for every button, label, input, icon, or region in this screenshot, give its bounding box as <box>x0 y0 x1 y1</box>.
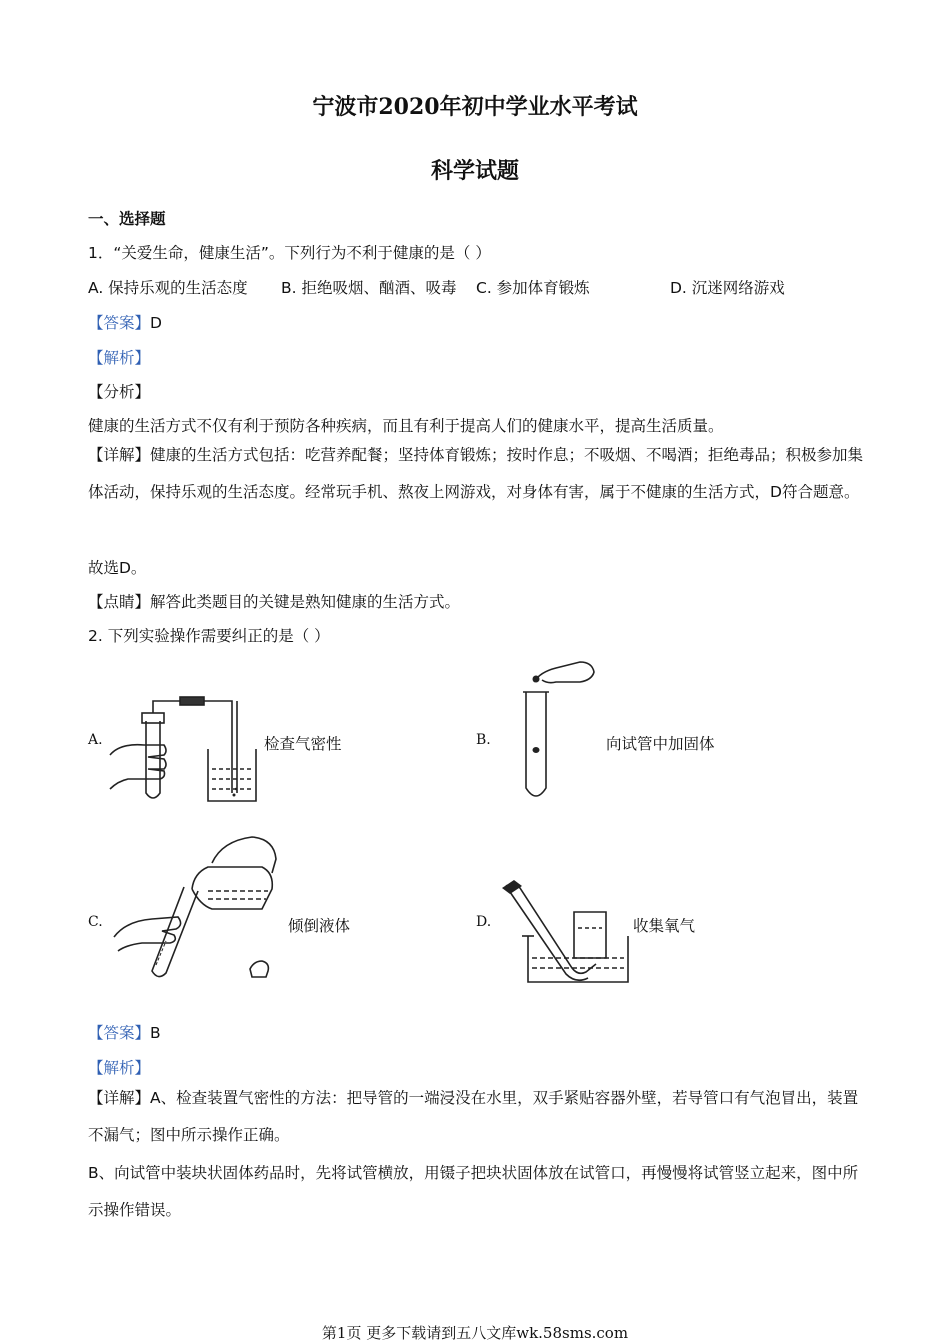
q2-detail-a: 【详解】A、检查装置气密性的方法：把导管的一端浸没在水里，双手紧贴容器外壁，若导管口有气泡冒出，装置不漏气；图中所示操作正确。 <box>88 1089 859 1144</box>
q1-answer-line <box>88 311 162 333</box>
q1-option-a: A. 保持乐观的生活态度 <box>88 279 248 297</box>
fig-c-letter: C. <box>88 914 103 930</box>
page-title: 宁波市2020年初中学业水平考试 <box>312 94 638 120</box>
fig-d-gas-collection-apparatus <box>500 878 630 988</box>
fig-a-caption: 检查气密性 <box>264 735 342 753</box>
fig-b-letter: B. <box>476 732 491 748</box>
fig-d-letter: D. <box>476 914 492 930</box>
page-footer: 第1页 更多下载请到五八文库wk.58sms.com <box>321 1324 629 1342</box>
q1-option-c: C. 参加体育锻炼 <box>476 279 590 297</box>
q2-answer-tag: 【答案】 <box>88 1024 151 1042</box>
fig-c-pouring-apparatus <box>112 833 282 983</box>
fig-b-test-tube-apparatus <box>520 658 600 803</box>
q1-fenxi-text: 健康的生活方式不仅有利于预防各种疾病，而且有利于提高人们的健康水平，提高生活质量。 <box>88 417 724 435</box>
fig-b-caption: 向试管中加固体 <box>606 735 715 753</box>
fig-d-caption: 收集氧气 <box>633 917 696 935</box>
fig-a-airtight-apparatus <box>108 693 268 805</box>
q1-fenxi-tag: 【分析】 <box>88 383 151 401</box>
q1-option-d: D. 沉迷网络游戏 <box>670 279 785 297</box>
fig-a-letter: A. <box>88 732 103 748</box>
q1-answer: D <box>150 314 162 332</box>
q2-analysis-tag: 【解析】 <box>88 1059 151 1077</box>
q2-answer: B <box>150 1024 161 1042</box>
q1-answer-tag: 【答案】 <box>88 314 151 332</box>
page-subtitle: 科学试题 <box>430 158 519 184</box>
fig-c-caption: 倾倒液体 <box>288 917 351 935</box>
q1-detail: 【详解】健康的生活方式包括：吃营养配餐；坚持体育锻炼；按时作息；不吸烟、不喝酒；拒绝毒品；积极参加集体活动，保持乐观的生活态度。经常玩手机、熬夜上网游戏，对身体有害，属于不健康的生活方式，D符合题意。 <box>88 446 864 501</box>
q2-stem: 2. 下列实验操作需要纠正的是（ ） <box>88 627 330 645</box>
section-heading: 一、选择题 <box>88 210 166 228</box>
q1-analysis-tag: 【解析】 <box>88 349 151 367</box>
q1-stem: 1．“关爱生命，健康生活”。下列行为不利于健康的是（ ） <box>88 244 491 262</box>
q1-dianjing: 【点睛】解答此类题目的关键是熟知健康的生活方式。 <box>88 593 461 611</box>
q1-conclusion: 故选D。 <box>88 559 147 577</box>
q2-detail-b: B、向试管中装块状固体药品时，先将试管横放，用镊子把块状固体放在试管口，再慢慢将试管竖立起来，图中所示操作错误。 <box>88 1164 859 1219</box>
q2-answer-line <box>88 1021 161 1043</box>
q1-option-b: B. 拒绝吸烟、酗酒、吸毒 <box>281 279 457 297</box>
